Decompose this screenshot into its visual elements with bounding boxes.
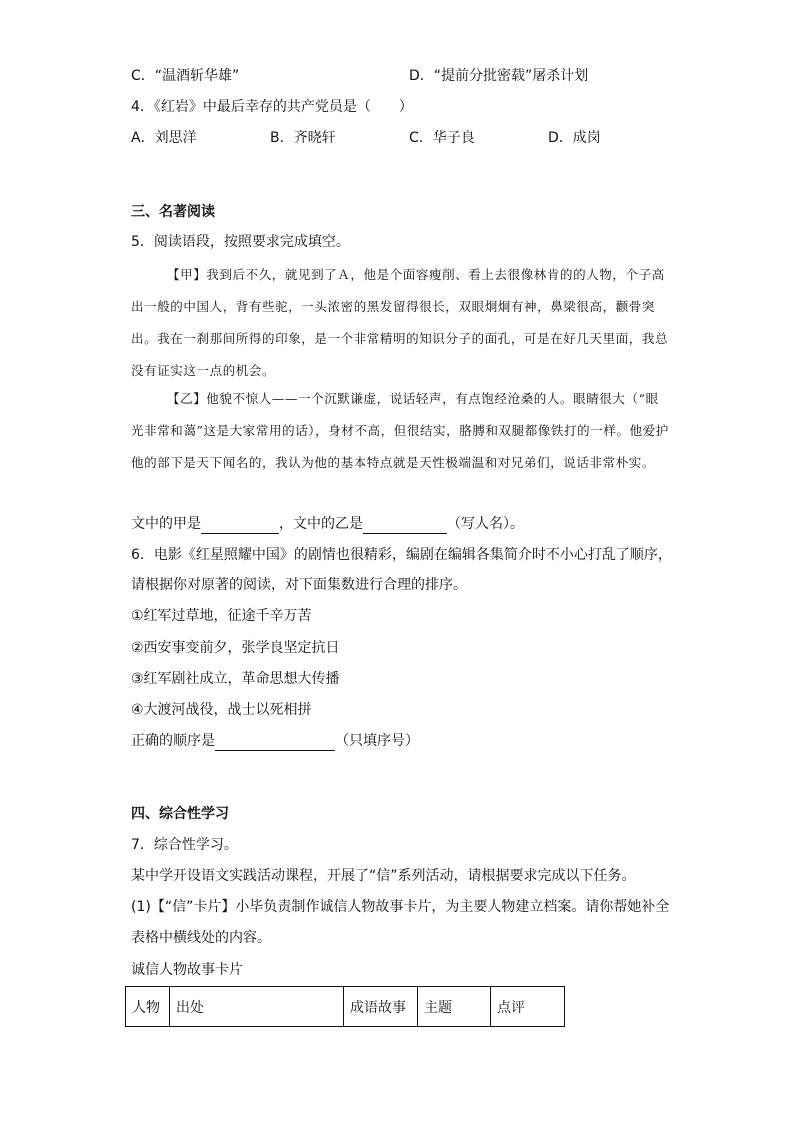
table-header-source: 出处 (170, 987, 344, 1027)
q6-item-4: ④大渡河战役，战士以死相拼 (131, 702, 312, 718)
q3-option-d: D．“提前分批密载”屠杀计划 (409, 68, 589, 84)
q4-option-d: D．成岗 (548, 130, 601, 146)
q5-answer-label-b: ，文中的乙是 (279, 516, 363, 532)
q5-blank-yi[interactable] (363, 517, 447, 534)
q7-intro: 某中学开设语文实践活动课程，开展了“信”系列活动，请根据要求完成以下任务。 (131, 868, 636, 884)
table-header-row (126, 987, 565, 1027)
q4-option-a: A．刘思洋 (131, 130, 197, 146)
q5-answer-label-c: （写人名）。 (447, 516, 524, 532)
q5-answer-line (131, 514, 524, 534)
q6-item-3: ③红军剧社成立，革命思想大传播 (131, 671, 340, 687)
q4-option-c: C．华子良 (409, 130, 475, 146)
q7-task1-line1: (1)【“信”卡片】小毕负责制作诚信人物故事卡片，为主要人物建立档案。请你帮她补全 (131, 899, 670, 915)
q5-stem: 5．阅读语段，按照要求完成填空。 (131, 234, 350, 250)
q7-task1-line2: 表格中横线处的内容。 (131, 930, 271, 946)
q6-stem-line2: 请根据你对原著的阅读，对下面集数进行合理的排序。 (131, 577, 467, 593)
section-heading-4: 四、综合性学习 (131, 806, 229, 822)
q6-answer-line (131, 731, 419, 751)
q7-card-title: 诚信人物故事卡片 (131, 962, 243, 978)
q6-item-2: ②西安事变前夕，张学良坚定抗日 (131, 640, 340, 656)
q6-answer-blank[interactable] (215, 734, 335, 751)
q5-passage-jia-text: 【甲】我到后不久，就见到了Ａ，他是个面容瘦削、看上去很像林肯的的人物，个子高出一般的中国人，背有些驼，一头浓密的黑发留得很长，双眼炯炯有神，鼻梁很高，颧骨突出。我在一刹那间所得的印象，是一个非常精明的知识分子的面孔，可是在好几天里面，我总没有证实这一点的机会。 (131, 267, 669, 378)
table-header-theme: 主题 (418, 987, 491, 1027)
q5-blank-jia[interactable] (201, 517, 279, 534)
q6-item-1: ①红军过草地，征途千辛万苦 (131, 608, 312, 624)
q3-option-c: C．“温酒斩华雄” (131, 68, 240, 84)
q5-passage-jia (131, 259, 671, 387)
integrity-card-table (125, 986, 565, 1027)
table-header-comment: 点评 (491, 987, 565, 1027)
q5-passage-yi (131, 383, 671, 479)
q5-answer-label-a: 文中的甲是 (131, 516, 201, 532)
q6-answer-hint: （只填序号） (335, 733, 419, 749)
q6-stem-line1: 6．电影《红星照耀中国》的剧情也很精彩，编剧在编辑各集简介时不小心打乱了顺序， (131, 547, 672, 563)
q7-stem: 7．综合性学习。 (131, 837, 238, 853)
section-heading-3: 三、名著阅读 (131, 204, 215, 220)
q4-stem: 4．《红岩》中最后幸存的共产党员是（ ） (131, 99, 413, 115)
q6-answer-label: 正确的顺序是 (131, 733, 215, 749)
q5-passage-yi-text: 【乙】他貌不惊人——一个沉默谦虚，说话轻声，有点饱经沧桑的人。眼睛很大（“眼光非常和蔼”这是大家常用的话），身材不高，但很结实，胳膊和双腿都像铁打的一样。他爱护他的部下是天下闻名的，我认为他的基本特点就是天性极端温和对兄弟们，说话非常朴实。 (131, 391, 669, 470)
q4-option-b: B．齐晓轩 (270, 130, 336, 146)
table-header-idiom-story: 成语故事 (344, 987, 418, 1027)
table-header-person: 人物 (126, 987, 170, 1027)
